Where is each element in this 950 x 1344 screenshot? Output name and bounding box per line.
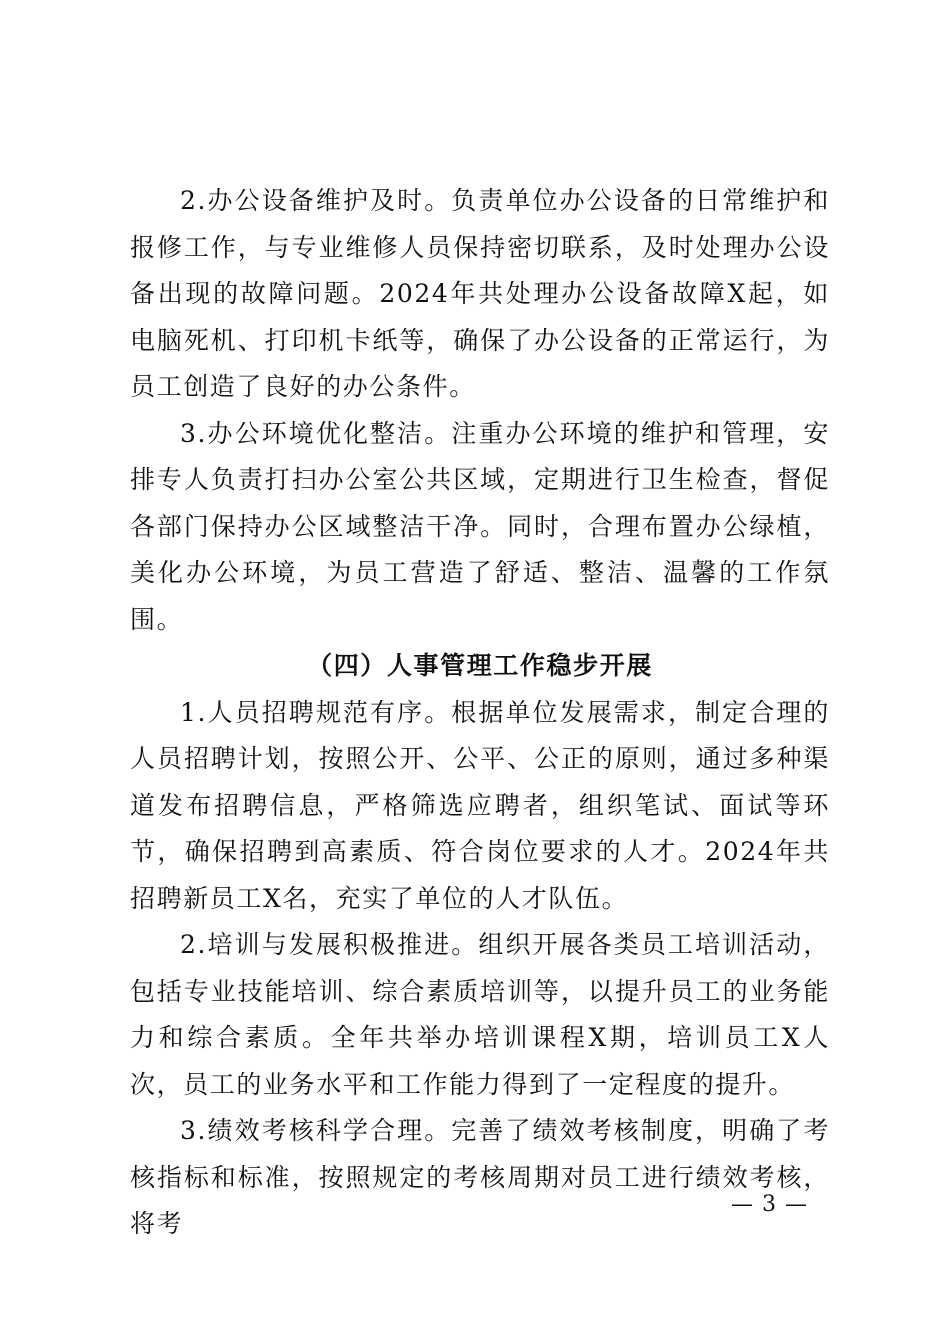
- paragraph-training: 2.培训与发展积极推进。组织开展各类员工培训活动，包括专业技能培训、综合素质培训等，以提升员工的业务能力和综合素质。全年共举办培训课程X期，培训员工X人次，员工的业务水平和工作能力得到了一定程度的提升。: [130, 930, 830, 1099]
- section-heading-personnel: （四）人事管理工作稳步开展: [307, 651, 653, 680]
- page-number: — 3 —: [731, 1192, 808, 1217]
- document-body: [130, 178, 830, 1248]
- paragraph-recruitment: 1.人员招聘规范有序。根据单位发展需求，制定合理的人员招聘计划，按照公开、公平、公正的原则，通过多种渠道发布招聘信息，严格筛选应聘者，组织笔试、面试等环节，确保招聘到高素质、符合岗位要求的人才。2024年共招聘新员工X名，充实了单位的人才队伍。: [130, 697, 830, 913]
- paragraph-office-environment: 3.办公环境优化整洁。注重办公环境的维护和管理，安排专人负责打扫办公室公共区域，定期进行卫生检查，督促各部门保持办公区域整洁干净。同时，合理布置办公绿植，美化办公环境，为员工营造了舒适、整洁、温馨的工作氛围。: [130, 418, 830, 634]
- paragraph-office-equipment: 2.办公设备维护及时。负责单位办公设备的日常维护和报修工作，与专业维修人员保持密切联系，及时处理办公设备出现的故障问题。2024年共处理办公设备故障X起，如电脑死机、打印机卡纸等，确保了办公设备的正常运行，为员工创造了良好的办公条件。: [130, 186, 830, 401]
- paragraph-performance: 3.绩效考核科学合理。完善了绩效考核制度，明确了考核指标和标准，按照规定的考核周期对员工进行绩效考核，将考: [130, 1116, 830, 1238]
